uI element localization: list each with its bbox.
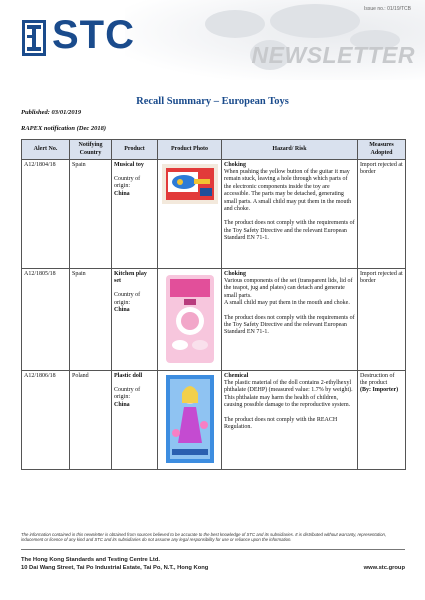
rapex-notification: RAPEX notification (Dec 2018) xyxy=(21,125,107,132)
header-hazard-risk: Hazard/ Risk xyxy=(222,140,358,160)
measures-adopted: Import rejected at border xyxy=(358,269,406,371)
published-date: Published: 03/01/2019 xyxy=(21,109,82,116)
map-continent xyxy=(205,10,265,38)
header-measures-adopted: Measures Adopted xyxy=(358,140,406,160)
kitchen-play-set-photo xyxy=(160,271,220,367)
hazard-type: Choking xyxy=(224,270,247,277)
company-name: The Hong Kong Standards and Testing Centre Ltd. xyxy=(21,557,161,563)
stc-logo-icon xyxy=(22,20,46,56)
hazard-description-continued: A small child may put them in the mouth and choke. xyxy=(224,300,350,307)
header-alert-no: Alert No. xyxy=(22,140,70,160)
measures-cell xyxy=(358,371,406,470)
musical-toy-photo xyxy=(160,162,220,206)
product-cell xyxy=(112,371,158,470)
header-notifying-country: Notifying Country xyxy=(70,140,112,160)
origin-label: Country of origin: xyxy=(114,386,141,401)
website-link[interactable]: www.stc.group xyxy=(363,565,405,571)
measures-adopted: Destruction of the product xyxy=(360,372,395,386)
product-photo-cell xyxy=(158,371,222,470)
table-row xyxy=(22,269,406,371)
hazard-cell xyxy=(222,371,358,470)
product-cell xyxy=(112,269,158,371)
alert-number: A12/1805/18 xyxy=(22,269,70,371)
origin-country: China xyxy=(114,307,130,314)
hazard-type: Choking xyxy=(224,161,247,168)
product-name: Musical toy xyxy=(114,161,144,168)
hazard-description: The plastic material of the doll contains 2-ethylhexyl phthalate (DEHP) (measured value: 1.7% by weight). This phthalate may harm the health of children, causing possible damage to the reproductive system. xyxy=(224,379,353,409)
brand-logo-text: STC xyxy=(52,13,135,57)
table-row xyxy=(22,160,406,269)
footer-divider xyxy=(21,549,405,550)
map-continent xyxy=(270,4,360,38)
recall-table xyxy=(21,139,406,470)
origin-country: China xyxy=(114,190,130,197)
disclaimer-text: The information contained in this newsletter is obtained from sources believed to be accurate to the best knowledge of STC and its subsidiaries. It is distributed without warranty, representation, inducement or licence of any kind and STC and its subsidiaries do not assume any legal responsibility for use or reliance upon the information. xyxy=(21,532,387,543)
product-name: Kitchen play set xyxy=(114,270,147,284)
hazard-description: Various components of the set (transparent lids, lid of the teapot, jug and plates) can detach and generate small parts. xyxy=(224,277,353,299)
notifying-country: Spain xyxy=(70,269,112,371)
origin-country: China xyxy=(114,401,130,408)
page-title: Recall Summary – European Toys xyxy=(136,96,289,107)
table-header-row xyxy=(22,140,406,160)
hazard-cell xyxy=(222,269,358,371)
product-photo-cell xyxy=(158,269,222,371)
product-name: Plastic doll xyxy=(114,372,143,379)
compliance-note: The product does not comply with the REACH Regulation. xyxy=(224,416,338,430)
plastic-doll-photo xyxy=(160,373,220,465)
alert-number: A12/1804/18 xyxy=(22,160,70,269)
hazard-cell xyxy=(222,160,358,269)
header-product-photo: Product Photo xyxy=(158,140,222,160)
header-product: Product xyxy=(112,140,158,160)
alert-number: A12/1806/18 xyxy=(22,371,70,470)
measures-by: (By: Importer) xyxy=(360,387,399,394)
origin-label: Country of origin: xyxy=(114,175,141,190)
newsletter-header xyxy=(0,0,425,80)
hazard-description: When pushing the yellow button of the guitar it may remain stuck, leaving a hole through which parts of the electronic components inside the toy are accessible. The parts may be detached, generating small parts. A small child may put them in the mouth and choke. xyxy=(224,168,352,212)
measures-adopted: Import rejected at border xyxy=(358,160,406,269)
product-cell xyxy=(112,160,158,269)
issue-number: Issue no.: 01/19/TCB xyxy=(364,6,411,12)
product-photo-cell xyxy=(158,160,222,269)
notifying-country: Spain xyxy=(70,160,112,269)
company-address: 10 Dai Wang Street, Tai Po Industrial Estate, Tai Po, N.T., Hong Kong xyxy=(21,565,209,571)
compliance-note: The product does not comply with the requirements of the Toy Safety Directive and the relevant European Standard EN 71-1. xyxy=(224,314,355,336)
compliance-note: The product does not comply with the requirements of the Toy Safety Directive and the relevant European Standard EN 71-1. xyxy=(224,220,355,242)
hazard-type: Chemical xyxy=(224,372,249,379)
table-row xyxy=(22,371,406,470)
newsletter-label: NEWSLETTER xyxy=(251,42,415,68)
origin-label: Country of origin: xyxy=(114,292,141,306)
notifying-country: Poland xyxy=(70,371,112,470)
